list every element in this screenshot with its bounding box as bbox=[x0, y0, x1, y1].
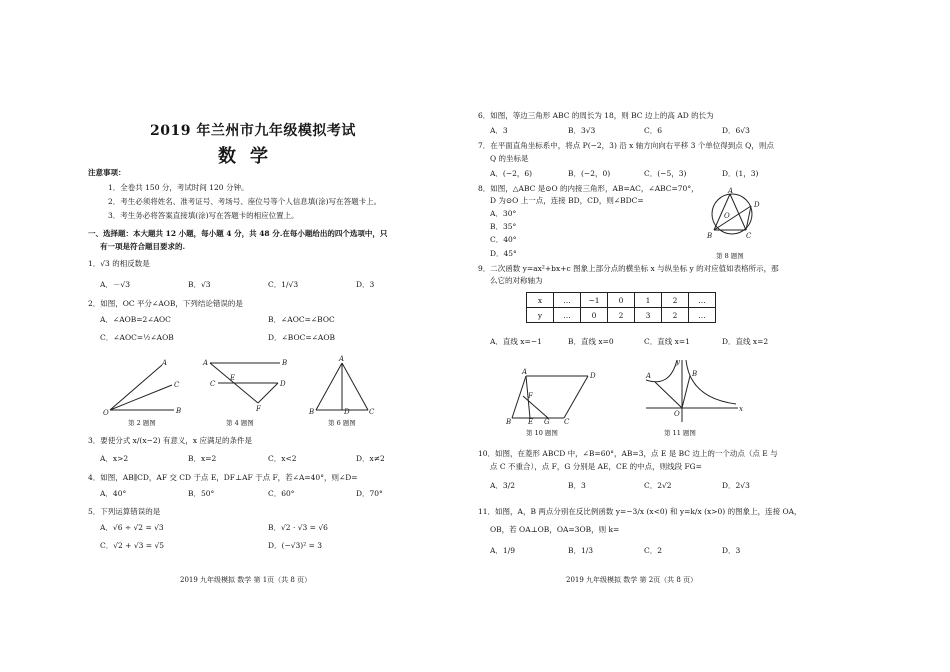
left-footer: 2019 九年级模拟 数学 第 1页（共 8 页） bbox=[180, 576, 312, 584]
svg-text:D: D bbox=[280, 380, 286, 388]
svg-text:D: D bbox=[590, 372, 596, 380]
notice-item: 1．全卷共 150 分，考试时间 120 分钟。 bbox=[108, 183, 249, 192]
svg-text:A: A bbox=[203, 359, 209, 367]
svg-text:O: O bbox=[674, 410, 680, 418]
q1-stem: 1．√3 的相反数是 bbox=[88, 259, 150, 268]
fig8-diagram bbox=[698, 186, 768, 248]
fig10-diagram bbox=[512, 376, 588, 418]
q3-option-d: D．x≠2 bbox=[356, 454, 385, 463]
q6-option-d: D．6√3 bbox=[722, 126, 750, 135]
table-cell: 2 bbox=[662, 293, 689, 308]
q10-stem-line2: 点 C 不重合），点 F，G 分别是 AE，CE 的中点，则线段 FG= bbox=[490, 462, 702, 471]
fig10-caption: 第 10 题图 bbox=[526, 429, 558, 437]
q9-option-a: A．直线 x=−1 bbox=[490, 337, 542, 346]
q11-option-b: B．1/3 bbox=[568, 546, 594, 555]
table-cell: 1 bbox=[635, 293, 662, 308]
svg-text:F: F bbox=[528, 392, 533, 400]
q7-stem-line2: Q 的坐标是 bbox=[490, 154, 529, 163]
q7-option-a: A．(−2，6) bbox=[490, 169, 533, 178]
exam-title: 2019 年兰州市九年级模拟考试 bbox=[150, 123, 356, 139]
fig6-diagram bbox=[316, 363, 368, 410]
svg-text:G: G bbox=[544, 418, 550, 426]
figures-row-right bbox=[506, 358, 806, 426]
svg-text:E: E bbox=[528, 418, 534, 426]
table-cell: 2 bbox=[662, 308, 689, 323]
fig2-caption: 第 2 题图 bbox=[128, 419, 156, 427]
fig6-caption: 第 6 题图 bbox=[328, 419, 356, 427]
q7-option-c: C．(−5，3) bbox=[644, 169, 687, 178]
q8-option-a: A．30° bbox=[490, 209, 517, 218]
fig11-caption: 第 11 题图 bbox=[664, 429, 696, 437]
q3-option-c: C．x<2 bbox=[268, 454, 297, 463]
svg-text:O: O bbox=[724, 212, 730, 220]
q1-option-b: B．√3 bbox=[188, 280, 211, 289]
q10-option-b: B．3 bbox=[568, 481, 586, 490]
q4-option-b: B．50° bbox=[188, 489, 215, 498]
subject-title: 数学 bbox=[218, 146, 282, 167]
q2-option-b: B．∠AOC=∠BOC bbox=[268, 315, 335, 324]
q3-option-b: B．x=2 bbox=[188, 454, 217, 463]
svg-text:B: B bbox=[692, 370, 698, 378]
svg-text:O: O bbox=[103, 409, 109, 417]
q11-stem-line1: 11．如图，A，B 两点分别在反比例函数 y=−3/x (x<0) 和 y=k/x (x>0) 的图象上，连接 OA， bbox=[478, 507, 802, 516]
q10-option-a: A．3/2 bbox=[490, 481, 515, 490]
svg-text:C: C bbox=[746, 232, 752, 240]
q9-stem-line2: 么它的对称轴为 bbox=[490, 276, 543, 285]
q7-option-b: B．(−2，0) bbox=[568, 169, 611, 178]
q4-option-a: A．40° bbox=[100, 489, 127, 498]
table-row bbox=[527, 308, 716, 323]
q2-option-d: D．∠BOC=∠AOB bbox=[268, 333, 335, 342]
q2-option-c: C．∠AOC=½∠AOB bbox=[100, 333, 174, 342]
svg-text:B: B bbox=[282, 359, 288, 367]
svg-text:B: B bbox=[707, 232, 713, 240]
q2-option-a: A．∠AOB=2∠AOC bbox=[100, 315, 171, 324]
q9-stem-line1: 9．二次函数 y=ax²+bx+c 图象上部分点的横坐标 x 与纵坐标 y 的对应值如表格所示，那 bbox=[478, 264, 779, 273]
svg-text:A: A bbox=[646, 372, 652, 380]
q2-stem: 2．如图，OC 平分∠AOB，下列结论错误的是 bbox=[88, 299, 243, 308]
table-cell: 0 bbox=[581, 308, 608, 323]
q1-option-d: D．3 bbox=[356, 280, 375, 289]
q8-stem-line1: 8．如图，△ABC 是⊙O 的内接三角形，AB=AC，∠ABC=70°， bbox=[478, 184, 699, 193]
fig8-caption: 第 8 题图 bbox=[716, 252, 744, 260]
notice-item: 2．考生必须将姓名、准考证号、考场号、座位号等个人信息填(涂)写在答题卡上。 bbox=[108, 197, 382, 206]
q8-option-c: C．40° bbox=[490, 235, 517, 244]
svg-text:x: x bbox=[739, 405, 743, 413]
notice-heading: 注意事项： bbox=[88, 168, 126, 177]
q5-option-d: D．(−√3)² = 3 bbox=[268, 541, 323, 550]
figures-row-left bbox=[102, 355, 472, 417]
svg-text:y: y bbox=[676, 358, 680, 366]
table-row bbox=[527, 293, 716, 308]
table-cell: … bbox=[689, 308, 716, 323]
q8-option-d: D．45° bbox=[490, 249, 517, 258]
q8-option-b: B．35° bbox=[490, 222, 517, 231]
section1-line2: 有一项是符合题目要求的. bbox=[100, 242, 186, 251]
svg-text:B: B bbox=[176, 407, 182, 415]
q11-option-d: D．3 bbox=[722, 546, 741, 555]
q9-option-b: B．直线 x=0 bbox=[568, 337, 614, 346]
q4-option-c: C．60° bbox=[268, 489, 295, 498]
svg-text:A: A bbox=[728, 187, 734, 195]
svg-text:C: C bbox=[564, 418, 570, 426]
table-cell: x bbox=[527, 293, 554, 308]
q6-option-c: C．6 bbox=[644, 126, 663, 135]
left-page bbox=[88, 0, 473, 672]
svg-text:D: D bbox=[754, 201, 760, 209]
q3-option-a: A．x>2 bbox=[100, 454, 129, 463]
svg-text:A: A bbox=[522, 368, 528, 376]
table-cell: 3 bbox=[635, 308, 662, 323]
q7-option-d: D．(1，3) bbox=[722, 169, 759, 178]
q11-stem-line2: OB，若 OA⊥OB，OA=3OB，则 k= bbox=[490, 525, 620, 534]
svg-text:C: C bbox=[369, 408, 375, 416]
q10-option-c: C．2√2 bbox=[644, 481, 672, 490]
notice-item: 3．考生务必将答案直接填(涂)写在答题卡的相应位置上。 bbox=[108, 211, 299, 220]
right-footer: 2019 九年级模拟 数学 第 2页（共 8 页） bbox=[566, 576, 698, 584]
svg-text:E: E bbox=[230, 374, 236, 382]
value-table bbox=[526, 292, 716, 323]
q1-option-c: C．1/√3 bbox=[268, 280, 299, 289]
table-cell: −1 bbox=[581, 293, 608, 308]
fig11-labels bbox=[645, 358, 743, 418]
table-cell: 0 bbox=[608, 293, 635, 308]
q9-option-d: D．直线 x=2 bbox=[722, 337, 769, 346]
q5-option-c: C．√2 + √3 = √5 bbox=[100, 541, 164, 550]
table-cell: 2 bbox=[608, 308, 635, 323]
q9-option-c: C．直线 x=1 bbox=[644, 337, 690, 346]
svg-text:A: A bbox=[162, 359, 168, 367]
q5-stem: 5．下列运算错误的是 bbox=[88, 507, 161, 516]
fig4-caption: 第 4 题图 bbox=[226, 419, 254, 427]
q5-option-b: B．√2 · √3 = √6 bbox=[268, 523, 328, 532]
section1-line1: 一、选择题：本大题共 12 小题，每小题 4 分，共 48 分.在每小题给出的四个选项中，只 bbox=[88, 229, 388, 238]
q6-stem: 6．如图，等边三角形 ABC 的周长为 18，则 BC 边上的高 AD 的长为 bbox=[478, 111, 714, 120]
table-cell: … bbox=[689, 293, 716, 308]
svg-text:F: F bbox=[256, 405, 261, 413]
right-page bbox=[478, 0, 873, 672]
svg-text:C: C bbox=[174, 381, 180, 389]
q3-stem: 3．要使分式 x/(x−2) 有意义，x 应满足的条件是 bbox=[88, 436, 253, 445]
q11-option-c: C．2 bbox=[644, 546, 663, 555]
svg-text:D: D bbox=[344, 408, 350, 416]
fig4-diagram bbox=[210, 363, 280, 403]
q5-option-a: A．√6 ÷ √2 = √3 bbox=[100, 523, 164, 532]
svg-text:C: C bbox=[210, 380, 216, 388]
q6-option-b: B．3√3 bbox=[568, 126, 596, 135]
q4-option-d: D．70° bbox=[356, 489, 383, 498]
q8-stem-line2: D 为⊙O 上一点，连接 BD，CD，则∠BDC= bbox=[490, 196, 644, 205]
svg-text:A: A bbox=[339, 355, 345, 363]
svg-text:B: B bbox=[309, 408, 315, 416]
q1-option-a: A．－√3 bbox=[100, 280, 130, 289]
svg-text:B: B bbox=[506, 418, 512, 426]
q11-option-a: A．1/9 bbox=[490, 546, 515, 555]
q6-option-a: A．3 bbox=[490, 126, 508, 135]
q10-option-d: D．2√3 bbox=[722, 481, 750, 490]
q4-stem: 4．如图，AB∥CD，AF 交 CD 于点 E，DF⊥AF 于点 F，若∠A=40°，则∠D= bbox=[88, 473, 358, 482]
table-cell: … bbox=[554, 293, 581, 308]
q7-stem-line1: 7．在平面直角坐标系中，将点 P(−2，3) 沿 x 轴方向向右平移 3 个单位得到点 Q，则点 bbox=[478, 141, 774, 150]
fig2-diagram bbox=[110, 365, 174, 410]
q10-stem-line1: 10．如图，在菱形 ABCD 中，∠B=60°，AB=3，点 E 是 BC 边上的一个动点（点 E 与 bbox=[478, 449, 778, 458]
table-cell: y bbox=[527, 308, 554, 323]
table-cell: … bbox=[554, 308, 581, 323]
